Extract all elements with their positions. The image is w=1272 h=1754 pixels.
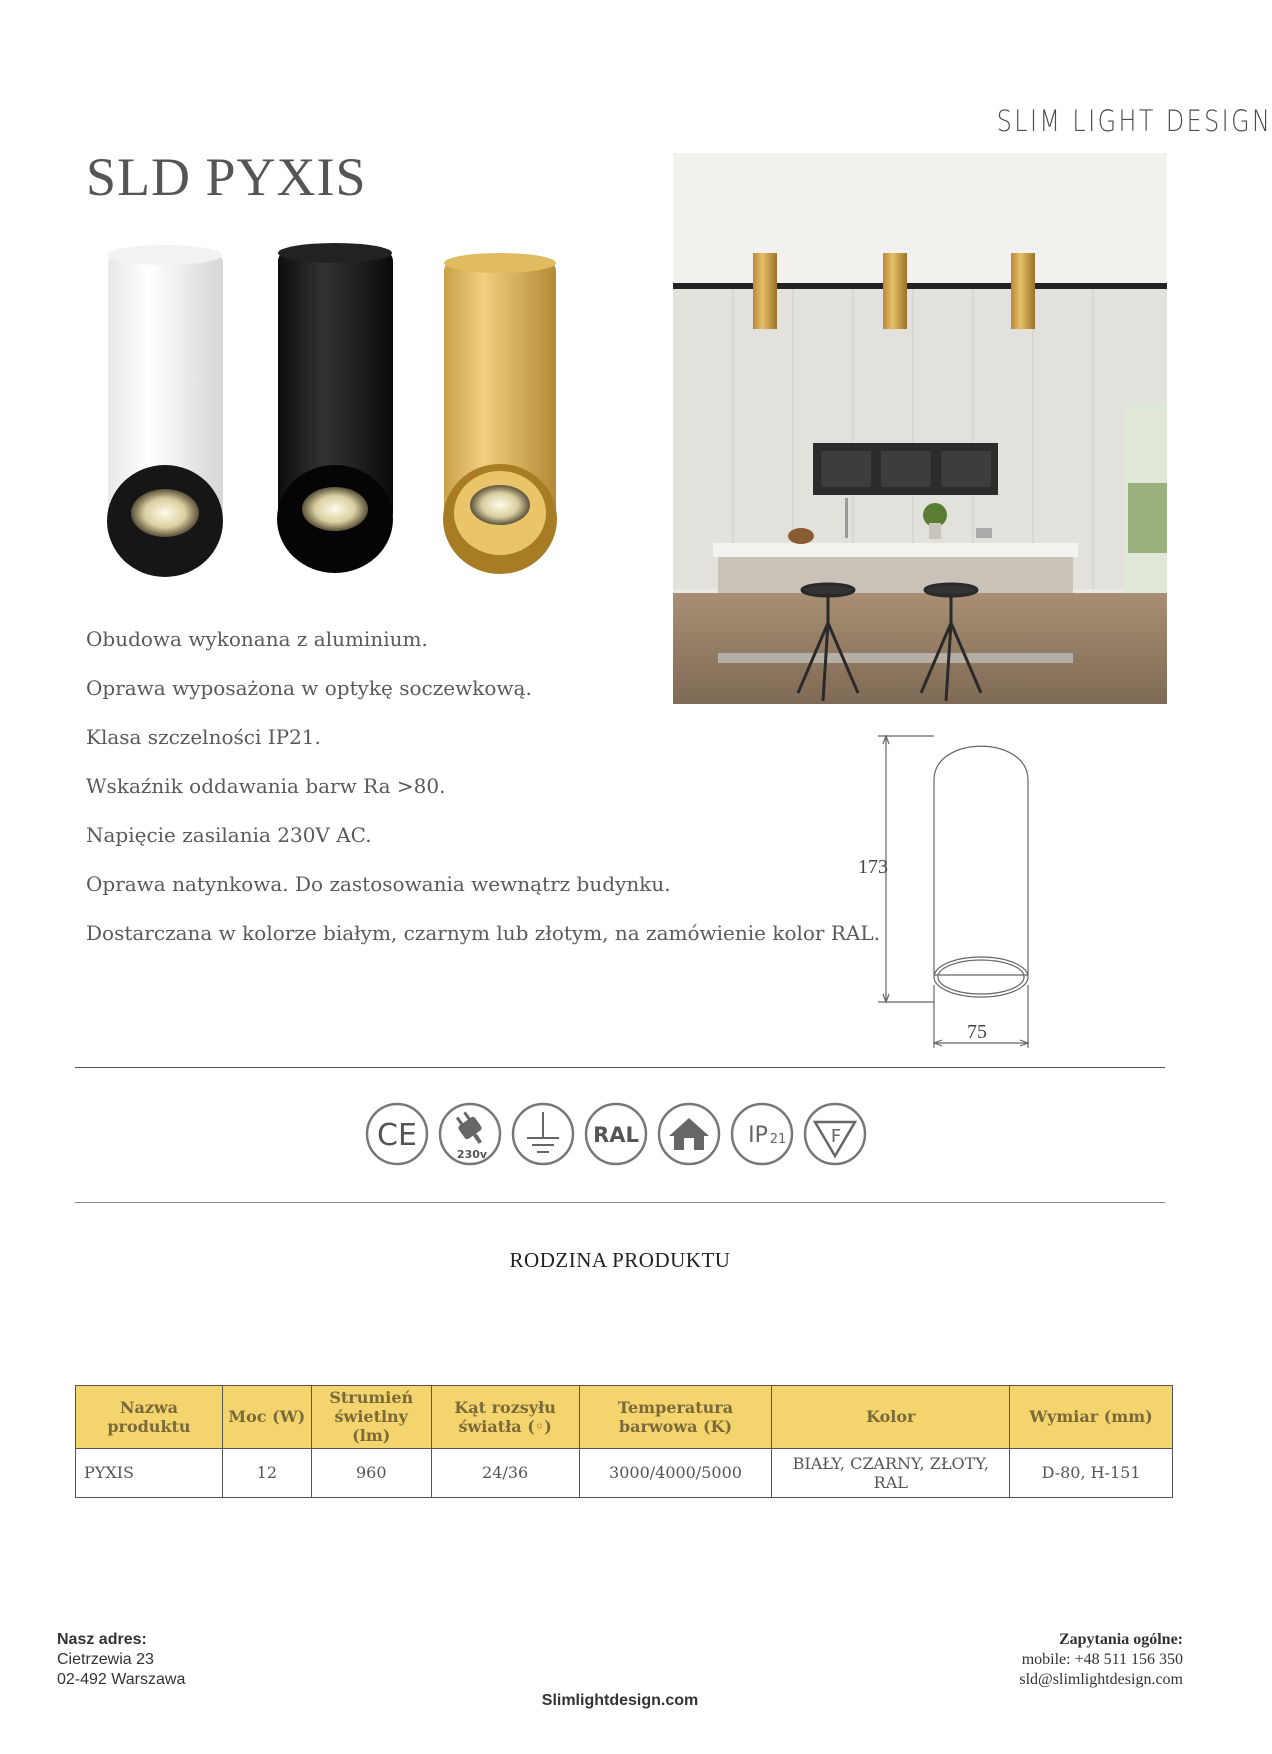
feature-line-1: Obudowa wykonana z aluminium. — [86, 627, 428, 651]
footer-contact — [1019, 1630, 1183, 1690]
header-kat-rozsylu: Kąt rozsyłu światła (◦) — [431, 1386, 579, 1449]
feature-line-2: Oprawa wyposażona w optykę soczewkową. — [86, 676, 532, 700]
certification-icons — [365, 1102, 875, 1168]
table-row — [76, 1448, 1173, 1497]
cell-color-temperature: 3000/4000/5000 — [579, 1448, 772, 1497]
voltage-230v-icon — [438, 1102, 502, 1166]
ip21-rating-icon — [730, 1102, 794, 1166]
height-dimension: 173 — [858, 856, 888, 878]
footer-address — [57, 1630, 185, 1690]
feature-line-4: Wskaźnik oddawania barw Ra >80. — [86, 774, 446, 798]
class-1-earth-icon — [511, 1102, 575, 1166]
product-title: SLD PYXIS — [86, 147, 367, 207]
gold-variant — [443, 253, 557, 574]
feature-line-3: Klasa szczelności IP21. — [86, 725, 321, 749]
product-variants-image — [100, 243, 570, 578]
address-street: Cietrzewia 23 — [57, 1651, 154, 1668]
product-family-heading: RODZINA PRODUKTU — [509, 1248, 731, 1272]
address-label: Nasz adres: — [57, 1631, 147, 1648]
svg-text:F: F — [830, 1126, 842, 1147]
black-variant — [277, 243, 393, 573]
header-strumien: Strumień świetlny (lm) — [311, 1386, 431, 1449]
header-kolor: Kolor — [772, 1386, 1010, 1449]
address-city: 02-492 Warszawa — [57, 1671, 186, 1688]
cell-luminous-flux: 960 — [311, 1448, 431, 1497]
brand-logo: SLIM LIGHT DESIGN — [996, 104, 1272, 138]
divider-top — [75, 1067, 1165, 1068]
ce-mark-icon — [365, 1102, 429, 1166]
product-family-table — [75, 1385, 1173, 1498]
header-temperatura: Temperatura barwowa (K) — [579, 1386, 772, 1449]
svg-text:IP: IP — [748, 1123, 768, 1148]
svg-text:230v: 230v — [456, 1148, 488, 1161]
header-nazwa-produktu: Nazwa produktu — [76, 1386, 223, 1449]
white-variant — [107, 245, 223, 577]
cell-power: 12 — [222, 1448, 311, 1497]
svg-text:CE: CE — [377, 1118, 417, 1153]
contact-mobile[interactable]: mobile: +48 511 156 350 — [1021, 1651, 1183, 1668]
header-moc: Moc (W) — [222, 1386, 311, 1449]
feature-line-6: Oprawa natynkowa. Do zastosowania wewnątrz budynku. — [86, 872, 671, 896]
divider-bottom — [75, 1202, 1165, 1203]
header-wymiar: Wymiar (mm) — [1010, 1386, 1173, 1449]
inquiries-label: Zapytania ogólne: — [1058, 1631, 1183, 1648]
svg-text:21: 21 — [769, 1132, 787, 1147]
feature-line-5: Napięcie zasilania 230V AC. — [86, 823, 372, 847]
indoor-use-icon — [657, 1102, 721, 1166]
dimension-drawing — [850, 730, 1050, 1055]
ral-color-icon — [584, 1102, 648, 1166]
cell-beam-angle: 24/36 — [431, 1448, 579, 1497]
cell-product-name: PYXIS — [76, 1448, 223, 1497]
svg-text:RAL: RAL — [593, 1123, 639, 1147]
cell-dimensions: D-80, H-151 — [1010, 1448, 1173, 1497]
diameter-dimension: 75 — [967, 1021, 987, 1043]
feature-line-7: Dostarczana w kolorze białym, czarnym lub złotym, na zamówienie kolor RAL. — [86, 921, 880, 945]
table-header-row — [76, 1386, 1173, 1449]
website-link[interactable]: Slimlightdesign.com — [541, 1692, 699, 1709]
kitchen-photo — [673, 153, 1167, 704]
cell-color: BIAŁY, CZARNY, ZŁOTY, RAL — [772, 1448, 1010, 1497]
f-mark-icon — [803, 1102, 867, 1166]
contact-email[interactable]: sld@slimlightdesign.com — [1019, 1671, 1183, 1688]
